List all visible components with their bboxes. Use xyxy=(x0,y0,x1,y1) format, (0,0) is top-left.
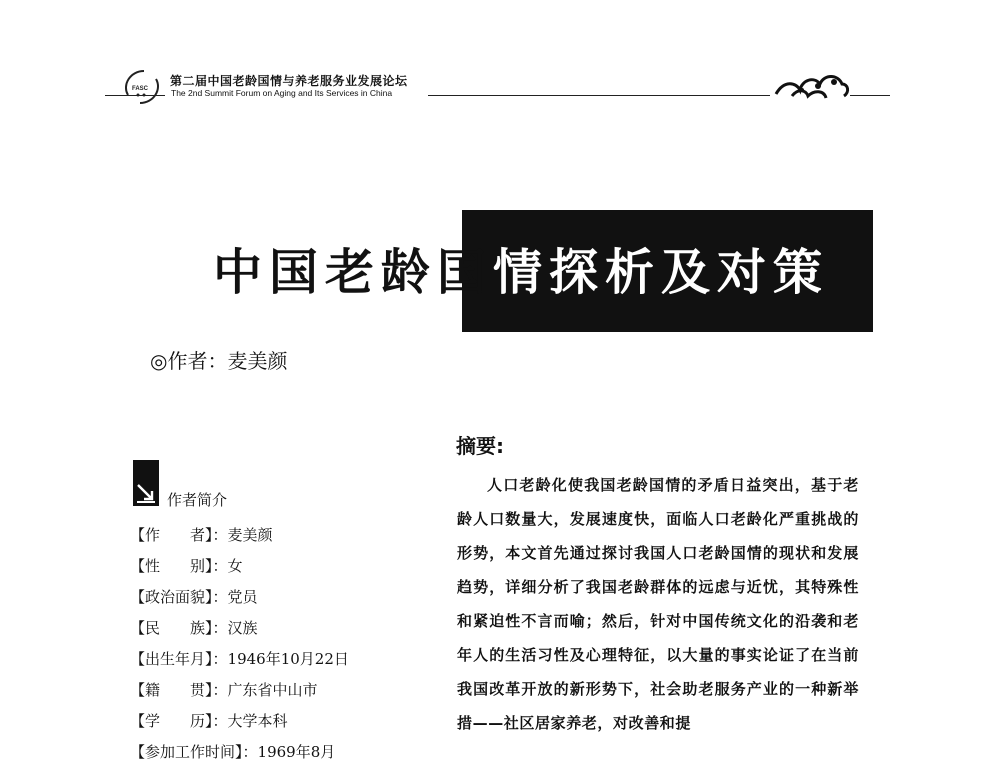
bio-label: 参加工作时间 xyxy=(145,743,236,761)
bio-row-author: 【作 者】：麦美颜 xyxy=(130,526,273,544)
forum-title-cn: 第二届中国老龄国情与养老服务业发展论坛 xyxy=(170,74,408,88)
bio-label: 性 别 xyxy=(145,557,206,575)
author-line: ◎作者：麦美颜 xyxy=(150,349,288,373)
bio-label: 政治面貌 xyxy=(145,588,206,606)
title-part-light: 情探析及对策 xyxy=(493,244,830,301)
bio-value: ：1969年8月 xyxy=(242,743,336,761)
bio-row-gender: 【性 别】：女 xyxy=(130,557,243,575)
logo-text: FASC xyxy=(132,86,149,92)
bio-label: 籍 贯 xyxy=(145,681,206,699)
bio-list xyxy=(130,520,349,768)
bio-value: ：女 xyxy=(212,557,243,575)
bio-row-politics: 【政治面貌】：党员 xyxy=(130,588,258,606)
bio-row-hometown: 【籍 贯】：广东省中山市 xyxy=(130,681,318,699)
bio-value: ：麦美颜 xyxy=(212,526,273,544)
bio-row-education: 【学 历】：大学本科 xyxy=(130,712,288,730)
header-rule-end xyxy=(850,95,890,96)
bio-label: 民 族 xyxy=(145,619,206,637)
bio-label: 作 者 xyxy=(145,526,206,544)
bio-value: ：大学本科 xyxy=(212,712,288,730)
bio-value: ：党员 xyxy=(212,588,258,606)
bio-label: 出生年月 xyxy=(145,650,206,668)
bio-label: 学 历 xyxy=(145,712,206,730)
forum-logo-icon xyxy=(120,65,164,109)
bio-row-work-start: 【参加工作时间】：1969年8月 xyxy=(130,743,336,761)
bio-value: ：汉族 xyxy=(212,619,258,637)
bio-row-birthdate: 【出生年月】：1946年10月22日 xyxy=(130,650,349,668)
abstract-body: 人口老龄化使我国老龄国情的矛盾日益突出，基于老龄人口数量大，发展速度快，面临人口老龄化严重挑战的形势，本文首先通过探讨我国人口老龄国情的现状和发展趋势，详细分析了我国老龄群体的远虑与近忧，其特殊性和紧迫性不言而喻；然后，针对中国传统文化的沿袭和老年人的生活习性及心理特征，以大量的事实论证了在当前我国改革开放的新形势下，社会助老服务产业的一种新举措——社区居家养老，对改善和提 xyxy=(457,476,859,732)
article-title xyxy=(213,238,829,308)
bio-heading: 作者简介 xyxy=(167,491,228,509)
bio-value: ：1946年10月22日 xyxy=(212,650,349,668)
abstract-heading: 摘要: xyxy=(456,434,504,458)
arrow-marker-icon xyxy=(133,460,159,506)
forum-title-en: The 2nd Summit Forum on Aging and Its Services in China xyxy=(171,88,393,98)
header-rule-right xyxy=(428,95,770,96)
bio-value: ：广东省中山市 xyxy=(212,681,318,699)
cloud-ornament-icon xyxy=(772,66,852,106)
title-part-dark: 中国老龄国 xyxy=(213,244,494,301)
bio-row-ethnicity: 【民 族】：汉族 xyxy=(130,619,258,637)
